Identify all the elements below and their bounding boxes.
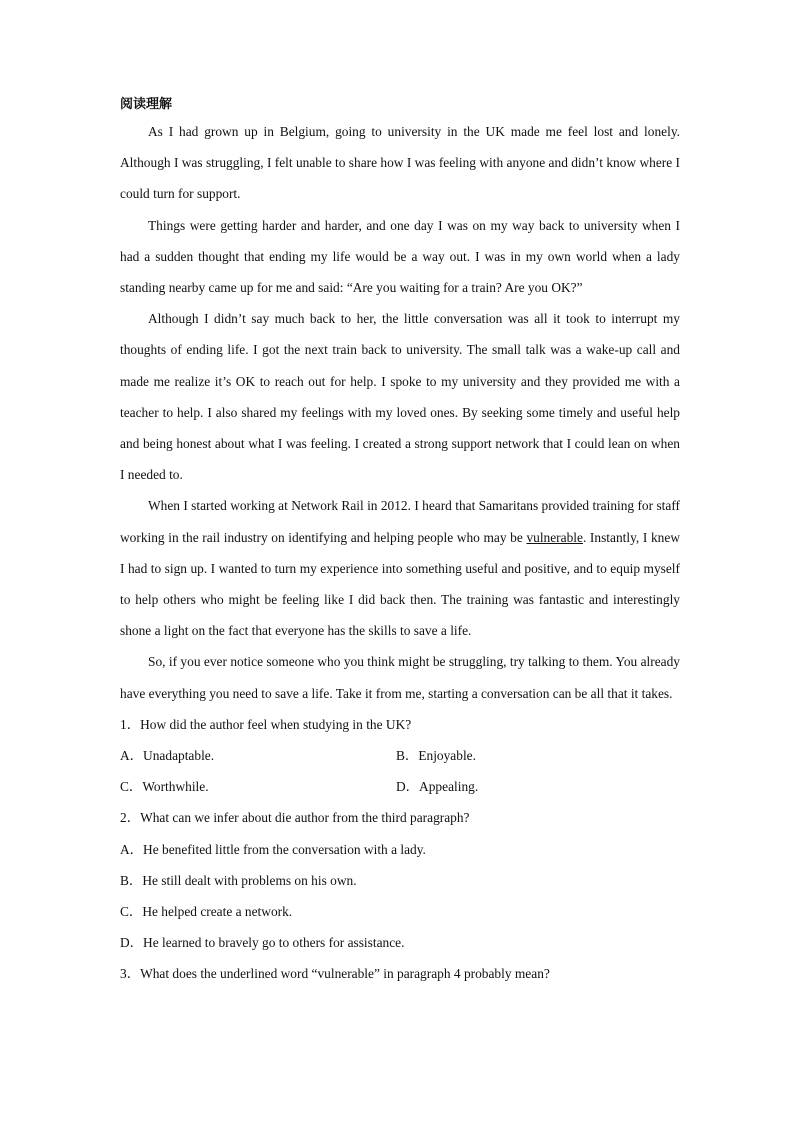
document-page <box>120 94 680 990</box>
question-1-option-c[interactable]: C．Worthwhile. <box>120 779 209 795</box>
passage-paragraph-2: Things were getting harder and harder, and one day I was on my way back to university when I had a sudden thought that ending my life would be a way out. I was in my own world when a lady standing nearby came up for me and said: “Are you waiting for a train? Are you OK?” <box>120 217 680 296</box>
question-1-stem: 1．How did the author feel when studying in the UK? <box>120 716 412 732</box>
paragraph-4-text-before: When I started working at Network Rail in 2012. I heard that Samaritans provided training for staff working in the rail industry on identifying and helping people who may be <box>120 498 680 545</box>
question-1-option-a[interactable]: A．Unadaptable. <box>120 748 215 764</box>
question-2-option-d[interactable]: D．He learned to bravely go to others for assistance. <box>120 935 405 951</box>
paragraph-4-text-after: . Instantly, I knew I had to sign up. I wanted to turn my experience into something useful and positive, and to equip myself to help others who might be feeling like I did back then. The training was fantastic and interestingly shone a light on the fact that everyone has the skills to save a life. <box>120 529 680 639</box>
question-1-options-row-1 <box>120 740 680 771</box>
passage-paragraph-3: Although I didn’t say much back to her, the little conversation was all it took to interrupt my thoughts of ending life. I got the next train back to university. The small talk was a wake-up call and made me realize it’s OK to reach out for help. I spoke to my university and they provided me with a teacher to help. I also shared my feelings with my loved ones. By seeking some timely and useful help and being honest about what I was feeling. I created a strong support network that I could lean on when I needed to. <box>120 311 680 483</box>
section-heading: 阅读理解 <box>120 97 173 112</box>
question-2-option-a[interactable]: A．He benefited little from the conversation with a lady. <box>120 841 426 857</box>
question-2-option-c[interactable]: C．He helped create a network. <box>120 903 293 919</box>
question-3-stem: 3．What does the underlined word “vulnerable” in paragraph 4 probably mean? <box>120 966 550 982</box>
question-1-option-d[interactable]: D．Appealing. <box>396 779 479 795</box>
question-1-options-row-2 <box>120 771 680 802</box>
passage-paragraph-4 <box>120 490 680 646</box>
question-2-stem: 2．What can we infer about die author from the third paragraph? <box>120 810 470 826</box>
question-2-option-b[interactable]: B．He still dealt with problems on his own. <box>120 872 357 888</box>
underlined-word-vulnerable: vulnerable <box>526 529 583 545</box>
question-2 <box>120 802 680 958</box>
question-1 <box>120 709 680 803</box>
passage-paragraph-1: As I had grown up in Belgium, going to university in the UK made me feel lost and lonely. Although I was struggling, I felt unable to share how I was feeling with anyone and didn’t know where I could turn for support. <box>120 124 680 202</box>
question-1-option-b[interactable]: B．Enjoyable. <box>396 748 476 764</box>
passage-paragraph-5: So, if you ever notice someone who you think might be struggling, try talking to them. You already have everything you need to save a life. Take it from me, starting a conversation can be all that it takes. <box>120 654 680 701</box>
question-3 <box>120 958 680 989</box>
